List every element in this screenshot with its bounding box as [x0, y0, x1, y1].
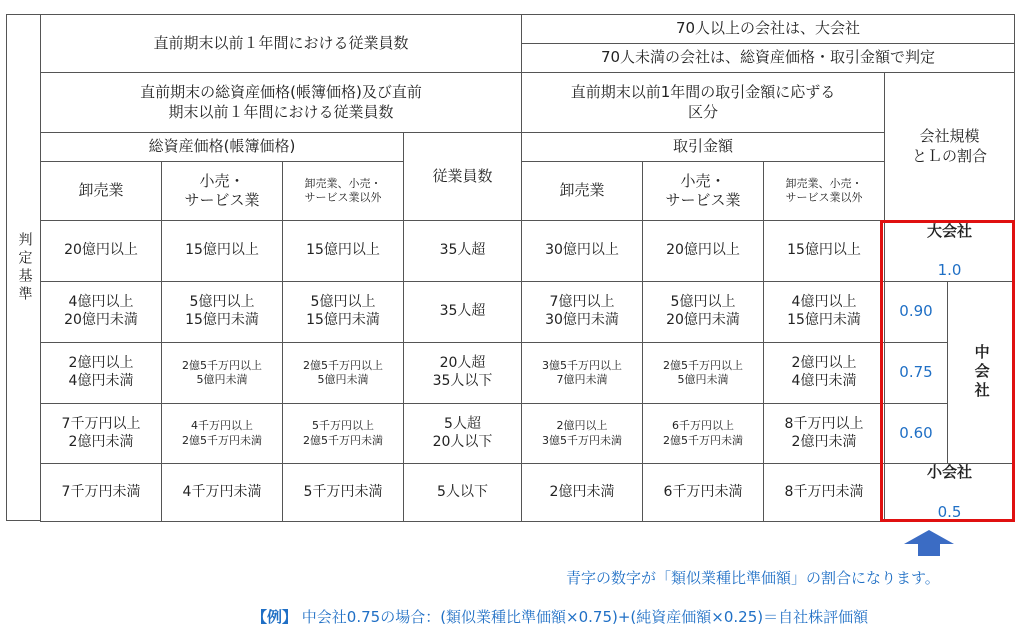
cell-text: 5億円以上 15億円未満	[185, 294, 259, 328]
cell-text: 2億5千万円以上 5億円未満	[303, 358, 383, 386]
example-prefix: 【例】	[252, 608, 298, 626]
cell-text: 2億5千万円以上 5億円未満	[182, 358, 262, 386]
table-cell	[40, 220, 162, 282]
cell-text: 2億円以上 3億5千万円未満	[542, 419, 622, 447]
sales-retail-header	[642, 161, 764, 221]
table-cell	[161, 220, 283, 282]
mid-ratio-cell	[884, 281, 948, 343]
assets-retail-text: 小売・ サービス業	[184, 171, 260, 209]
table-cell	[763, 220, 885, 282]
assets-other-header	[282, 161, 404, 221]
table-cell	[521, 342, 643, 404]
cell-text: 4千万円未満	[182, 483, 262, 500]
mid-company-cell	[947, 281, 1015, 464]
cell-text: 15億円以上	[306, 242, 380, 259]
mid-ratio-060: 0.60	[899, 423, 933, 442]
table-cell	[161, 403, 283, 464]
assets-wholesale-header	[40, 161, 162, 221]
cell-text: 8千万円未満	[784, 483, 864, 500]
small-company-label: 小会社	[926, 463, 972, 482]
employees-col-text: 従業員数	[432, 166, 493, 185]
table-cell	[40, 403, 162, 464]
table-cell	[642, 281, 764, 343]
employees-header-text: 直前期末以前１年間における従業員数	[153, 33, 409, 52]
table-cell	[763, 281, 885, 343]
table-cell	[161, 342, 283, 404]
cell-text: 35人超	[439, 303, 486, 320]
cell-text: 6千万円未満	[663, 483, 743, 500]
small-condition-text: 70人未満の会社は、総資産価格・取引金額で判定	[600, 48, 936, 67]
large-company-label: 大会社	[926, 221, 972, 240]
table-cell	[282, 403, 404, 464]
table-cell	[161, 281, 283, 343]
cell-text: 7千万円以上 2億円未満	[61, 415, 141, 450]
side-label-cell	[6, 14, 41, 521]
cell-text: 2億円以上 4億円未満	[791, 355, 857, 389]
sales-header	[521, 132, 885, 162]
cell-text: 4億円以上 15億円未満	[787, 294, 861, 328]
cell-text: 7千万円未満	[61, 483, 141, 500]
table-cell	[403, 463, 522, 522]
table-cell	[40, 281, 162, 343]
table-cell	[642, 220, 764, 282]
table-cell	[282, 220, 404, 282]
large-company-ratio: 1.0	[937, 261, 962, 280]
cell-text: 5人以下	[437, 483, 488, 500]
up-arrow-icon	[902, 528, 956, 558]
large-company-cell	[884, 220, 1015, 282]
small-company-ratio: 0.5	[937, 502, 962, 521]
cell-text: 20人超 35人以下	[432, 355, 493, 389]
table-cell	[521, 220, 643, 282]
table-cell	[763, 403, 885, 464]
table-cell	[642, 463, 764, 522]
table-cell	[40, 463, 162, 522]
table-cell	[642, 342, 764, 404]
sales-retail-text: 小売・ サービス業	[665, 171, 741, 209]
mid-company-label: 中会社	[972, 344, 991, 401]
cell-text: 5千万円未満	[303, 483, 383, 500]
cell-text: 3億5千万円以上 7億円未満	[542, 358, 622, 386]
cell-text: 2億円未満	[549, 483, 615, 500]
sales-other-text: 卸売業、小売・ サービス業以外	[785, 176, 863, 204]
table-cell	[763, 342, 885, 404]
mid-ratio-090: 0.90	[899, 302, 933, 321]
table-cell	[763, 463, 885, 522]
cell-text: 8千万円以上 2億円未満	[784, 415, 864, 450]
large-condition-cell	[521, 14, 1015, 44]
blue-note: 青字の数字が「類似業種比準価額」の割合になります。	[566, 569, 940, 587]
assets-retail-header	[161, 161, 283, 221]
small-condition-cell	[521, 43, 1015, 73]
table-cell	[403, 403, 522, 464]
assets-wholesale-text: 卸売業	[78, 181, 124, 200]
assets-group-header	[40, 72, 522, 133]
table-cell	[282, 463, 404, 522]
assets-other-text: 卸売業、小売・ サービス業以外	[304, 176, 382, 204]
sales-other-header	[763, 161, 885, 221]
sales-group-text: 直前期末以前1年間の取引金額に応ずる 区分	[570, 83, 836, 121]
mid-ratio-075: 0.75	[899, 363, 933, 382]
scale-header-text: 会社規模 とＬの割合	[911, 127, 987, 165]
cell-text: 20億円以上	[64, 242, 138, 259]
cell-text: 7億円以上 30億円未満	[545, 294, 619, 328]
cell-text: 2億5千万円以上 5億円未満	[663, 358, 743, 386]
cell-text: 2億円以上 4億円未満	[68, 355, 134, 389]
large-condition-text: 70人以上の会社は、大会社	[675, 19, 861, 38]
sales-header-text: 取引金額	[672, 137, 733, 156]
assets-group-text: 直前期末の総資産価格(帳簿価格)及び直前 期末以前１年間における従業員数	[140, 83, 422, 121]
mid-ratio-cell	[884, 342, 948, 404]
example-text: 中会社0.75の場合：(類似業種比準価額×0.75)+(純資産価額×0.25)＝自社株評価額	[301, 608, 869, 626]
cell-text: 5千万円以上 2億5千万円未満	[303, 419, 383, 447]
table-cell	[403, 342, 522, 404]
cell-text: 15億円以上	[787, 242, 861, 259]
scale-header	[884, 72, 1015, 221]
table-cell	[403, 220, 522, 282]
table-cell	[521, 403, 643, 464]
cell-text: 35人超	[439, 242, 486, 259]
table-cell	[282, 281, 404, 343]
employees-header	[40, 14, 522, 73]
cell-text: 5億円以上 20億円未満	[666, 294, 740, 328]
table-cell	[282, 342, 404, 404]
cell-text: 4千万円以上 2億5千万円未満	[182, 419, 262, 447]
table-cell	[403, 281, 522, 343]
sales-group-header	[521, 72, 885, 133]
cell-text: 20億円以上	[666, 242, 740, 259]
assets-header-text: 総資産価格(帳簿価格)	[148, 137, 296, 156]
table-cell	[161, 463, 283, 522]
assets-header	[40, 132, 404, 162]
cell-text: 15億円以上	[185, 242, 259, 259]
table-cell	[521, 281, 643, 343]
cell-text: 5人超 20人以下	[432, 415, 493, 450]
table-cell	[642, 403, 764, 464]
employees-col-header	[403, 132, 522, 221]
table-cell	[40, 342, 162, 404]
sales-wholesale-header	[521, 161, 643, 221]
side-label: 判定基準	[16, 231, 33, 304]
table-cell	[521, 463, 643, 522]
cell-text: 6千万円以上 2億5千万円未満	[663, 419, 743, 447]
cell-text: 30億円以上	[545, 242, 619, 259]
example-note	[252, 606, 868, 627]
cell-text: 5億円以上 15億円未満	[306, 294, 380, 328]
sales-wholesale-text: 卸売業	[559, 181, 605, 200]
cell-text: 4億円以上 20億円未満	[64, 294, 138, 328]
small-company-cell	[884, 463, 1015, 522]
